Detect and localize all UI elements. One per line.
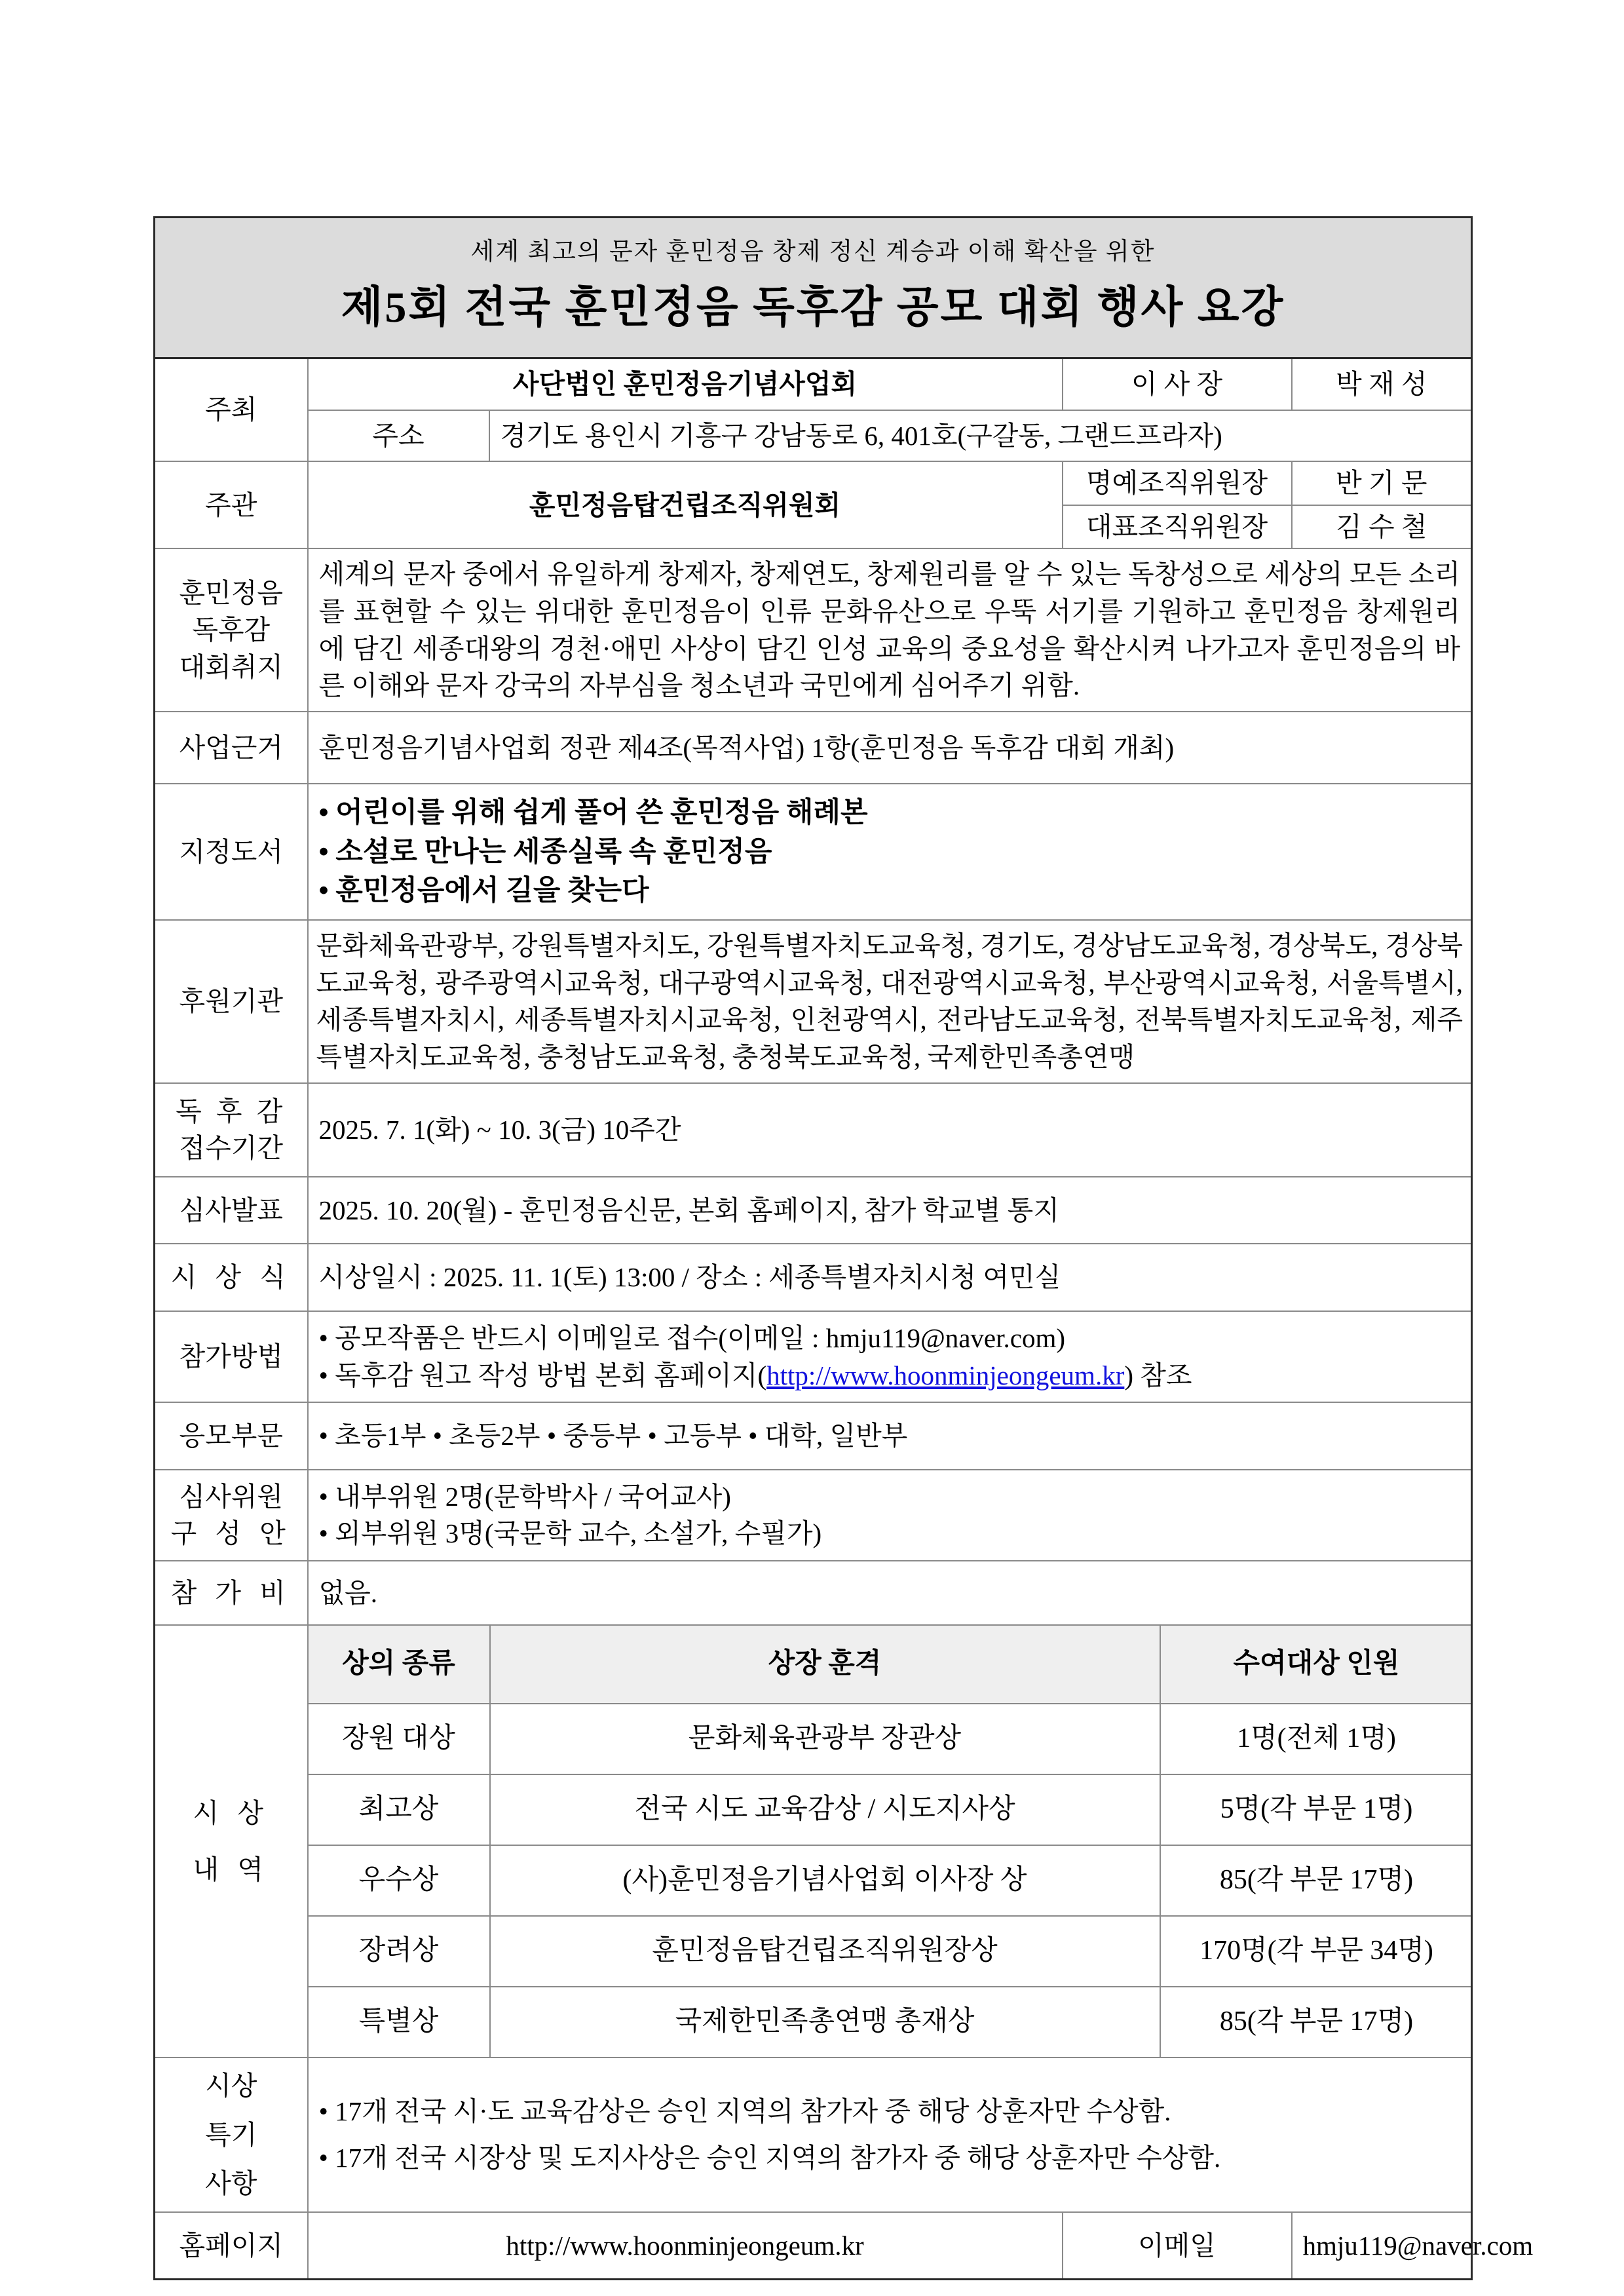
basis-row — [155, 712, 1472, 784]
organizer-role-honorary: 명예조직위원장 — [1063, 461, 1292, 505]
awards-header-row — [309, 1626, 1473, 1704]
host-address-row — [155, 410, 1472, 462]
host-label: 주최 — [155, 358, 308, 462]
homepage-label: 홈페이지 — [155, 2212, 308, 2280]
notes-label-line-3: 사항 — [205, 2168, 257, 2199]
purpose-label-line-3: 대회취지 — [179, 651, 283, 682]
award-type: 최고상 — [309, 1774, 490, 1845]
basis-text: 훈민정음기념사업회 정관 제4조(목적사업) 1항(훈민정음 독후감 대회 개최) — [308, 712, 1472, 784]
awards-header-honor: 상장 훈격 — [490, 1626, 1160, 1704]
awards-header-type: 상의 종류 — [309, 1626, 490, 1704]
award-count: 5명(각 부문 1명) — [1160, 1774, 1473, 1845]
organizer-org: 훈민정음탑건립조직위원회 — [308, 461, 1063, 548]
organizer-row-1 — [155, 461, 1472, 505]
method-label: 참가방법 — [155, 1311, 308, 1402]
awards-table-cell — [308, 1625, 1472, 2057]
award-honor: 문화체육관광부 장관상 — [490, 1704, 1160, 1774]
table-row — [309, 1987, 1473, 2057]
award-type: 장려상 — [309, 1916, 490, 1987]
host-name: 박 재 성 — [1292, 358, 1472, 410]
purpose-row — [155, 548, 1472, 711]
purpose-label-line-1: 훈민정음 — [179, 577, 283, 608]
note-item: • 17개 전국 시·도 교육감상은 승인 지역의 참가자 중 해당 상훈자만 수상함. — [318, 2096, 1171, 2127]
period-text: 2025. 7. 1(화) ~ 10. 3(금) 10주간 — [308, 1083, 1472, 1177]
fee-text: 없음. — [308, 1561, 1472, 1626]
homepage-value[interactable]: http://www.hoonminjeongeum.kr — [308, 2212, 1063, 2280]
method-row — [155, 1311, 1472, 1402]
books-label: 지정도서 — [155, 784, 308, 920]
organizer-role-chief: 대표조직위원장 — [1063, 505, 1292, 549]
fee-label: 참 가 비 — [155, 1561, 308, 1626]
divisions-row — [155, 1402, 1472, 1470]
judges-label-line-1: 심사위원 — [179, 1481, 283, 1512]
period-label — [155, 1083, 308, 1177]
notes-row — [155, 2057, 1472, 2212]
note-item: • 17개 전국 시장상 및 도지사상은 승인 지역의 참가자 중 해당 상훈자만 수상함. — [318, 2142, 1221, 2173]
host-org: 사단법인 훈민정음기념사업회 — [308, 358, 1063, 410]
table-row — [309, 1774, 1473, 1845]
awards-row — [155, 1625, 1472, 2057]
award-honor: (사)훈민정음기념사업회 이사장 상 — [490, 1845, 1160, 1916]
period-label-line-1: 독 후 감 — [176, 1096, 287, 1126]
basis-label: 사업근거 — [155, 712, 308, 784]
method-line2-pre: • 독후감 원고 작성 방법 본회 홈페이지( — [318, 1360, 767, 1390]
award-type: 우수상 — [309, 1845, 490, 1916]
method-line2-post: ) 참조 — [1124, 1360, 1192, 1390]
sponsors-label: 후원기관 — [155, 920, 308, 1082]
table-row — [309, 1916, 1473, 1987]
ceremony-row — [155, 1244, 1472, 1311]
judges-label-line-2: 구 성 안 — [170, 1518, 292, 1549]
ceremony-text: 시상일시 : 2025. 11. 1(토) 13:00 / 장소 : 세종특별자치시청 여민실 — [308, 1244, 1472, 1311]
book-item: • 훈민정음에서 길을 찾는다 — [318, 875, 649, 906]
method-item-homepage — [319, 1357, 1461, 1394]
organizer-name-honorary: 반 기 문 — [1292, 461, 1472, 505]
notes-label-line-1: 시상 — [205, 2071, 257, 2101]
method-list — [308, 1311, 1472, 1402]
judge-item: • 내부위원 2명(문학박사 / 국어교사) — [318, 1481, 731, 1512]
purpose-label-line-2: 독후감 — [192, 615, 271, 645]
method-item-email: • 공모작품은 반드시 이메일로 접수(이메일 : hmju119@naver.com) — [318, 1322, 1065, 1353]
address-value: 경기도 용인시 기흥구 강남동로 6, 401호(구갈동, 그랜드프라자) — [489, 410, 1472, 462]
email-label: 이메일 — [1063, 2212, 1292, 2280]
award-count: 85(각 부문 17명) — [1160, 1845, 1473, 1916]
award-honor: 훈민정음탑건립조직위원장상 — [490, 1916, 1160, 1987]
purpose-label — [155, 548, 308, 711]
books-row — [155, 784, 1472, 920]
organizer-name-chief: 김 수 철 — [1292, 505, 1472, 549]
header-row — [155, 218, 1472, 358]
sponsors-text: 문화체육관광부, 강원특별자치도, 강원특별자치도교육청, 경기도, 경상남도교육청, 경상북도, 경상북도교육청, 광주광역시교육청, 대구광역시교육청, 대전광역시교육청, 부산광역시교육청, 서울특별시, 세종특별자치시, 세종특별자치시교육청, 인천광역시, 전라남도교육청, 전북특별자치도교육청, 제주특별자치도교육청, 충청남도교육청, 충청북도교육청, 국제한민족총연맹 — [308, 920, 1472, 1082]
table-row — [309, 1704, 1473, 1774]
event-guideline-table — [153, 216, 1534, 2280]
divisions-label: 응모부문 — [155, 1402, 308, 1470]
notes-label-line-2: 특기 — [205, 2119, 257, 2150]
award-count: 1명(전체 1명) — [1160, 1704, 1473, 1774]
notes-list — [308, 2057, 1472, 2212]
judges-label — [155, 1470, 308, 1561]
award-type: 특별상 — [309, 1987, 490, 2057]
announce-label: 심사발표 — [155, 1177, 308, 1244]
divisions-text: • 초등1부 • 초등2부 • 중등부 • 고등부 • 대학, 일반부 — [308, 1402, 1472, 1470]
host-row — [155, 358, 1472, 410]
notes-label — [155, 2057, 308, 2212]
banner-title: 제5회 전국 훈민정음 독후감 공모 대회 행사 요강 — [341, 284, 1285, 332]
announce-row — [155, 1177, 1472, 1244]
books-list — [308, 784, 1472, 920]
award-honor: 전국 시도 교육감상 / 시도지사상 — [490, 1774, 1160, 1845]
sponsors-row — [155, 920, 1472, 1082]
email-value[interactable]: hmju119@naver.com — [1292, 2212, 1472, 2280]
table-row — [309, 1845, 1473, 1916]
awards-label — [155, 1625, 308, 2057]
address-label: 주소 — [308, 410, 489, 462]
homepage-link[interactable]: http://www.hoonminjeongeum.kr — [766, 1360, 1125, 1390]
awards-table — [309, 1626, 1473, 2057]
contact-row — [155, 2212, 1472, 2280]
ceremony-label: 시 상 식 — [155, 1244, 308, 1311]
banner-subtitle: 세계 최고의 문자 훈민정음 창제 정신 계승과 이해 확산을 위한 — [470, 239, 1156, 265]
award-count: 85(각 부문 17명) — [1160, 1987, 1473, 2057]
judges-row — [155, 1470, 1472, 1561]
banner-cell — [155, 218, 1472, 358]
book-item: • 소설로 만나는 세종실록 속 훈민정음 — [318, 836, 772, 868]
period-label-line-2: 접수기간 — [179, 1133, 283, 1164]
book-item: • 어린이를 위해 쉽게 풀어 쓴 훈민정음 해례본 — [318, 797, 868, 829]
host-role: 이 사 장 — [1063, 358, 1292, 410]
announce-text: 2025. 10. 20(월) - 훈민정음신문, 본회 홈페이지, 참가 학교별 통지 — [308, 1177, 1472, 1244]
awards-label-line-1: 시 상 — [193, 1797, 269, 1828]
awards-header-count: 수여대상 인원 — [1160, 1626, 1473, 1704]
award-honor: 국제한민족총연맹 총재상 — [490, 1987, 1160, 2057]
organizer-label: 주관 — [155, 461, 308, 548]
award-type: 장원 대상 — [309, 1704, 490, 1774]
period-row — [155, 1083, 1472, 1177]
purpose-text: 세계의 문자 중에서 유일하게 창제자, 창제연도, 창제원리를 알 수 있는 독창성으로 세상의 모든 소리를 표현할 수 있는 위대한 훈민정음이 인류 문화유산으로 우뚝 서기를 기원하고 훈민정음 창제원리에 담긴 세종대왕의 경천·애민 사상이 담긴 인성 교육의 중요성을 확산시켜 나가고자 훈민정음의 바른 이해와 문자 강국의 자부심을 청소년과 국민에게 심어주기 위함. — [308, 548, 1472, 711]
award-count: 170명(각 부문 34명) — [1160, 1916, 1473, 1987]
judge-item: • 외부위원 3명(국문학 교수, 소설가, 수필가) — [318, 1518, 822, 1549]
judges-list — [308, 1470, 1472, 1561]
awards-label-line-2: 내 역 — [193, 1854, 269, 1885]
fee-row — [155, 1561, 1472, 1626]
